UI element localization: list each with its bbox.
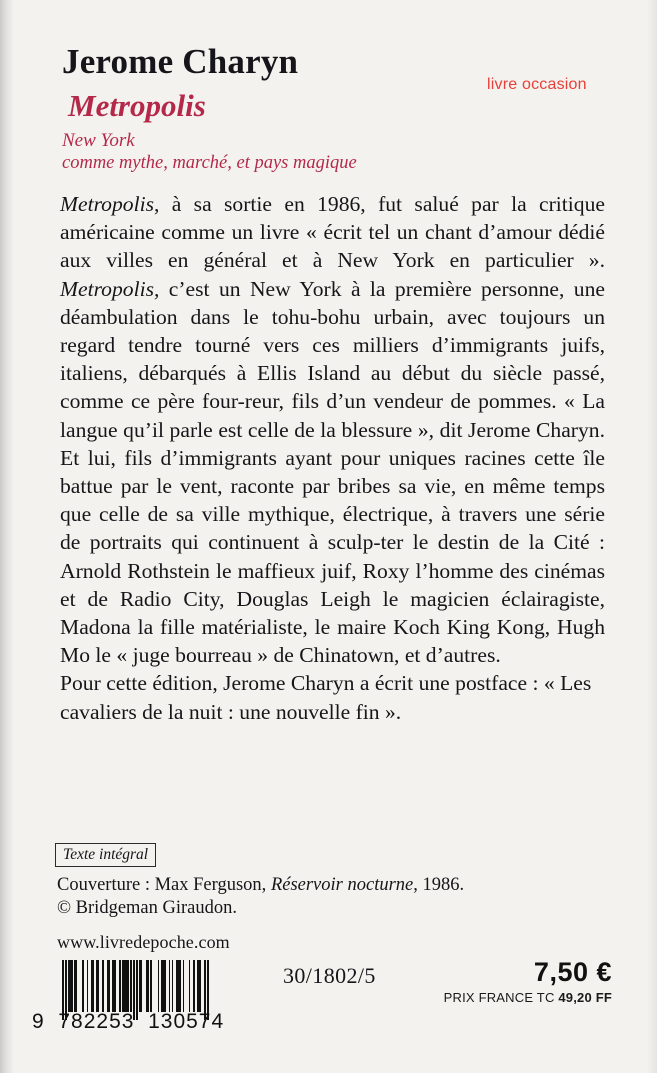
credit-prefix: Couverture : Max Ferguson, [57,875,271,895]
price-amount: 7,50 € [533,957,612,987]
price-label: PRIX FRANCE TC [443,990,555,1006]
texte-integral-badge: Texte intégral [55,843,156,867]
blurb-title-mention-1: Metropolis [60,192,154,216]
credit-artwork-title: Réservoir nocturne [270,875,414,895]
blurb-paragraph-1 [60,190,605,669]
subtitle-line-2: comme mythe, marché, et pays magique [62,153,357,174]
publisher-website[interactable]: www.livredepoche.com [57,932,230,952]
price-block [444,958,612,1005]
book-title: Metropolis [68,88,206,123]
blurb-segment-4: c’est un New York à la première personne, une déambulation dans le tohu-bohu urbain, avec toujours un regard tendre tourné vers ces milliers d’immigrants juifs, italiens, débarqués à Ellis Island au début du siècle passé, comme ce père four-reur, fils d’un vendeur de pommes. « La langue qu’il parle est celle de la blessure », dit Jerome Charyn. Et lui, fils d’immigrants ayant pour uniques racines cette île battue par le vent, raconte par bribes sa vie, en même temps que celle de sa ville mythique, électrique, à travers une série de portraits qui continuent à sculp-ter le destin de la Cité : Arnold Rothstein le maffieux juif, Roxy l’homme des cinémas et de Radio City, Douglas Leigh le magicien éclairagiste, Madona la fille matérialiste, le maire Koch King Kong, Hugh Mo le « juge bourreau » de Chinatown, et d’autres. [60,276,605,668]
credit-line-1 [57,874,464,897]
book-subtitle [62,129,357,175]
livre-occasion-watermark: livre occasion [487,76,587,93]
credit-line-2: © Bridgeman Giraudon. [57,898,238,918]
barcode-bars [62,960,209,1012]
blurb-title-mention-2: Metropolis, [60,276,160,301]
price-francs-amount: 49,20 FF [558,990,612,1006]
blurb-paragraph-2: Pour cette édition, Jerome Charyn a écrit une postface : « Les cavaliers de la nuit : une nouvelle fin ». [60,671,592,724]
subtitle-line-1: New York [62,130,135,151]
author-name: Jerome Charyn [62,42,299,81]
cover-credits [57,874,464,920]
price-francs-line [444,990,612,1005]
catalog-reference: 30/1802/5 [283,963,376,988]
credit-suffix: , 1986. [413,875,465,895]
blurb-text [60,190,605,726]
barcode-digits: 9 782253 130574 [32,1010,225,1033]
blurb-segment-2: , à sa sortie en 1986, fut salué par la critique américaine comme un livre « écrit tel un chant d’amour dédié aux villes en général et à New York en particulier ». [60,192,605,273]
isbn-barcode [32,960,272,1032]
